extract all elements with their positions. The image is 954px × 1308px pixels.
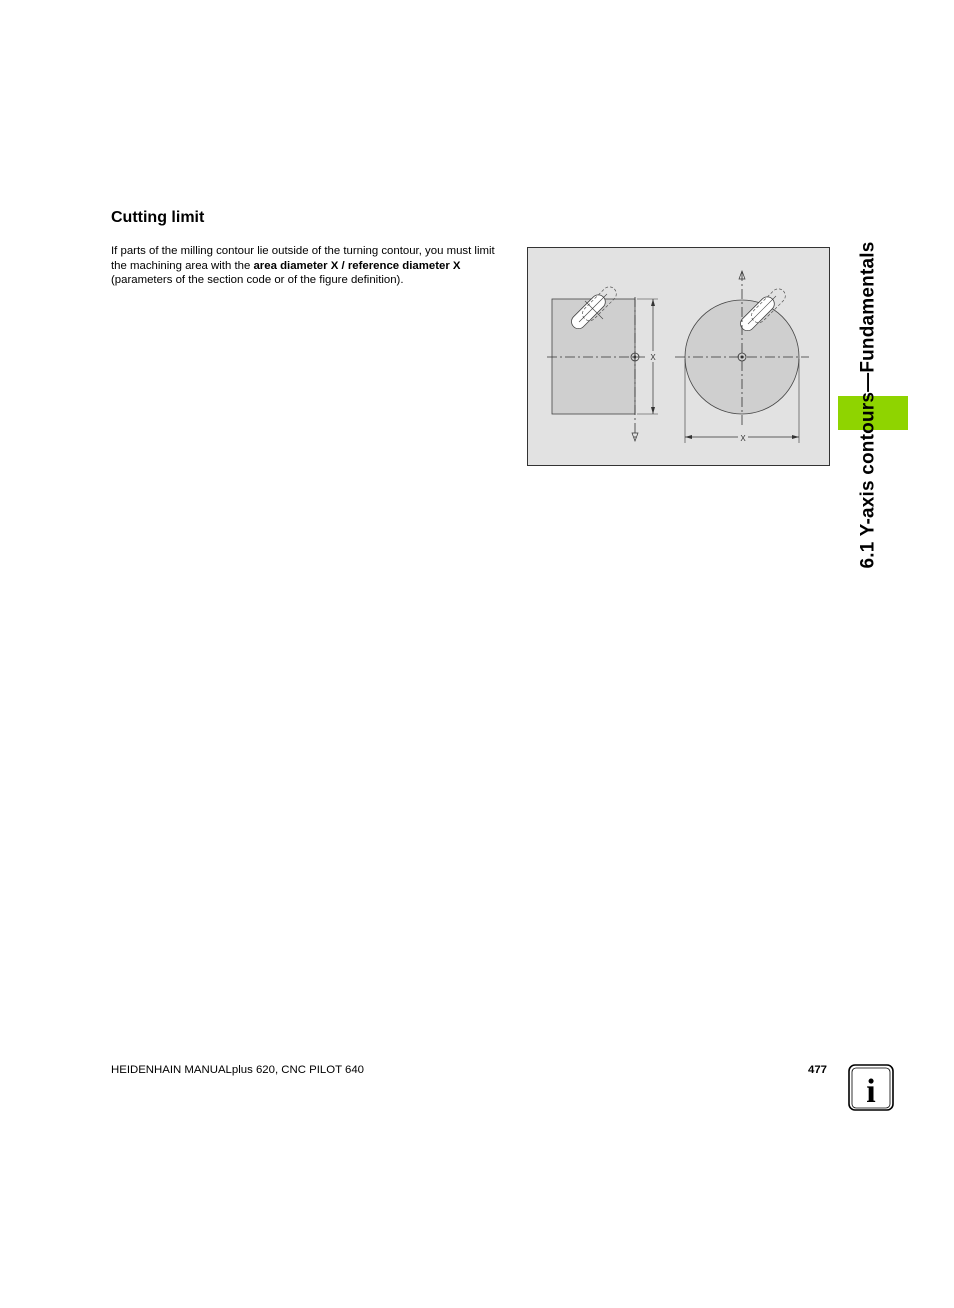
paragraph-separator: / — [338, 259, 348, 272]
paragraph-text-2: (parameters of the section code or of the figure definition). — [111, 274, 404, 287]
chapter-title-vertical — [838, 210, 900, 600]
info-icon-glyph: i — [866, 1073, 876, 1110]
center-dot-left — [634, 356, 637, 359]
section-heading: Cutting limit — [111, 209, 205, 226]
dimension-label-left: X — [650, 353, 656, 362]
page-number: 477 — [808, 1064, 828, 1076]
paragraph-bold-2: reference diameter X — [347, 259, 461, 272]
chapter-title-text: 6.1 Y-axis contours—Fundamentals — [858, 241, 880, 569]
info-icon — [848, 1064, 894, 1112]
section-paragraph — [111, 244, 511, 288]
paragraph-text-1: If parts of the milling contour lie outside of the turning contour, you must limit the machining area with the — [111, 245, 495, 272]
paragraph-bold-1: area diameter X — [253, 259, 339, 272]
cutting-limit-diagram — [527, 247, 830, 466]
center-dot-right — [741, 356, 744, 359]
cutting-limit-figure — [527, 247, 830, 466]
dimension-label-bottom: X — [740, 434, 746, 443]
footer-manual-title: HEIDENHAIN MANUALplus 620, CNC PILOT 640 — [111, 1064, 365, 1076]
